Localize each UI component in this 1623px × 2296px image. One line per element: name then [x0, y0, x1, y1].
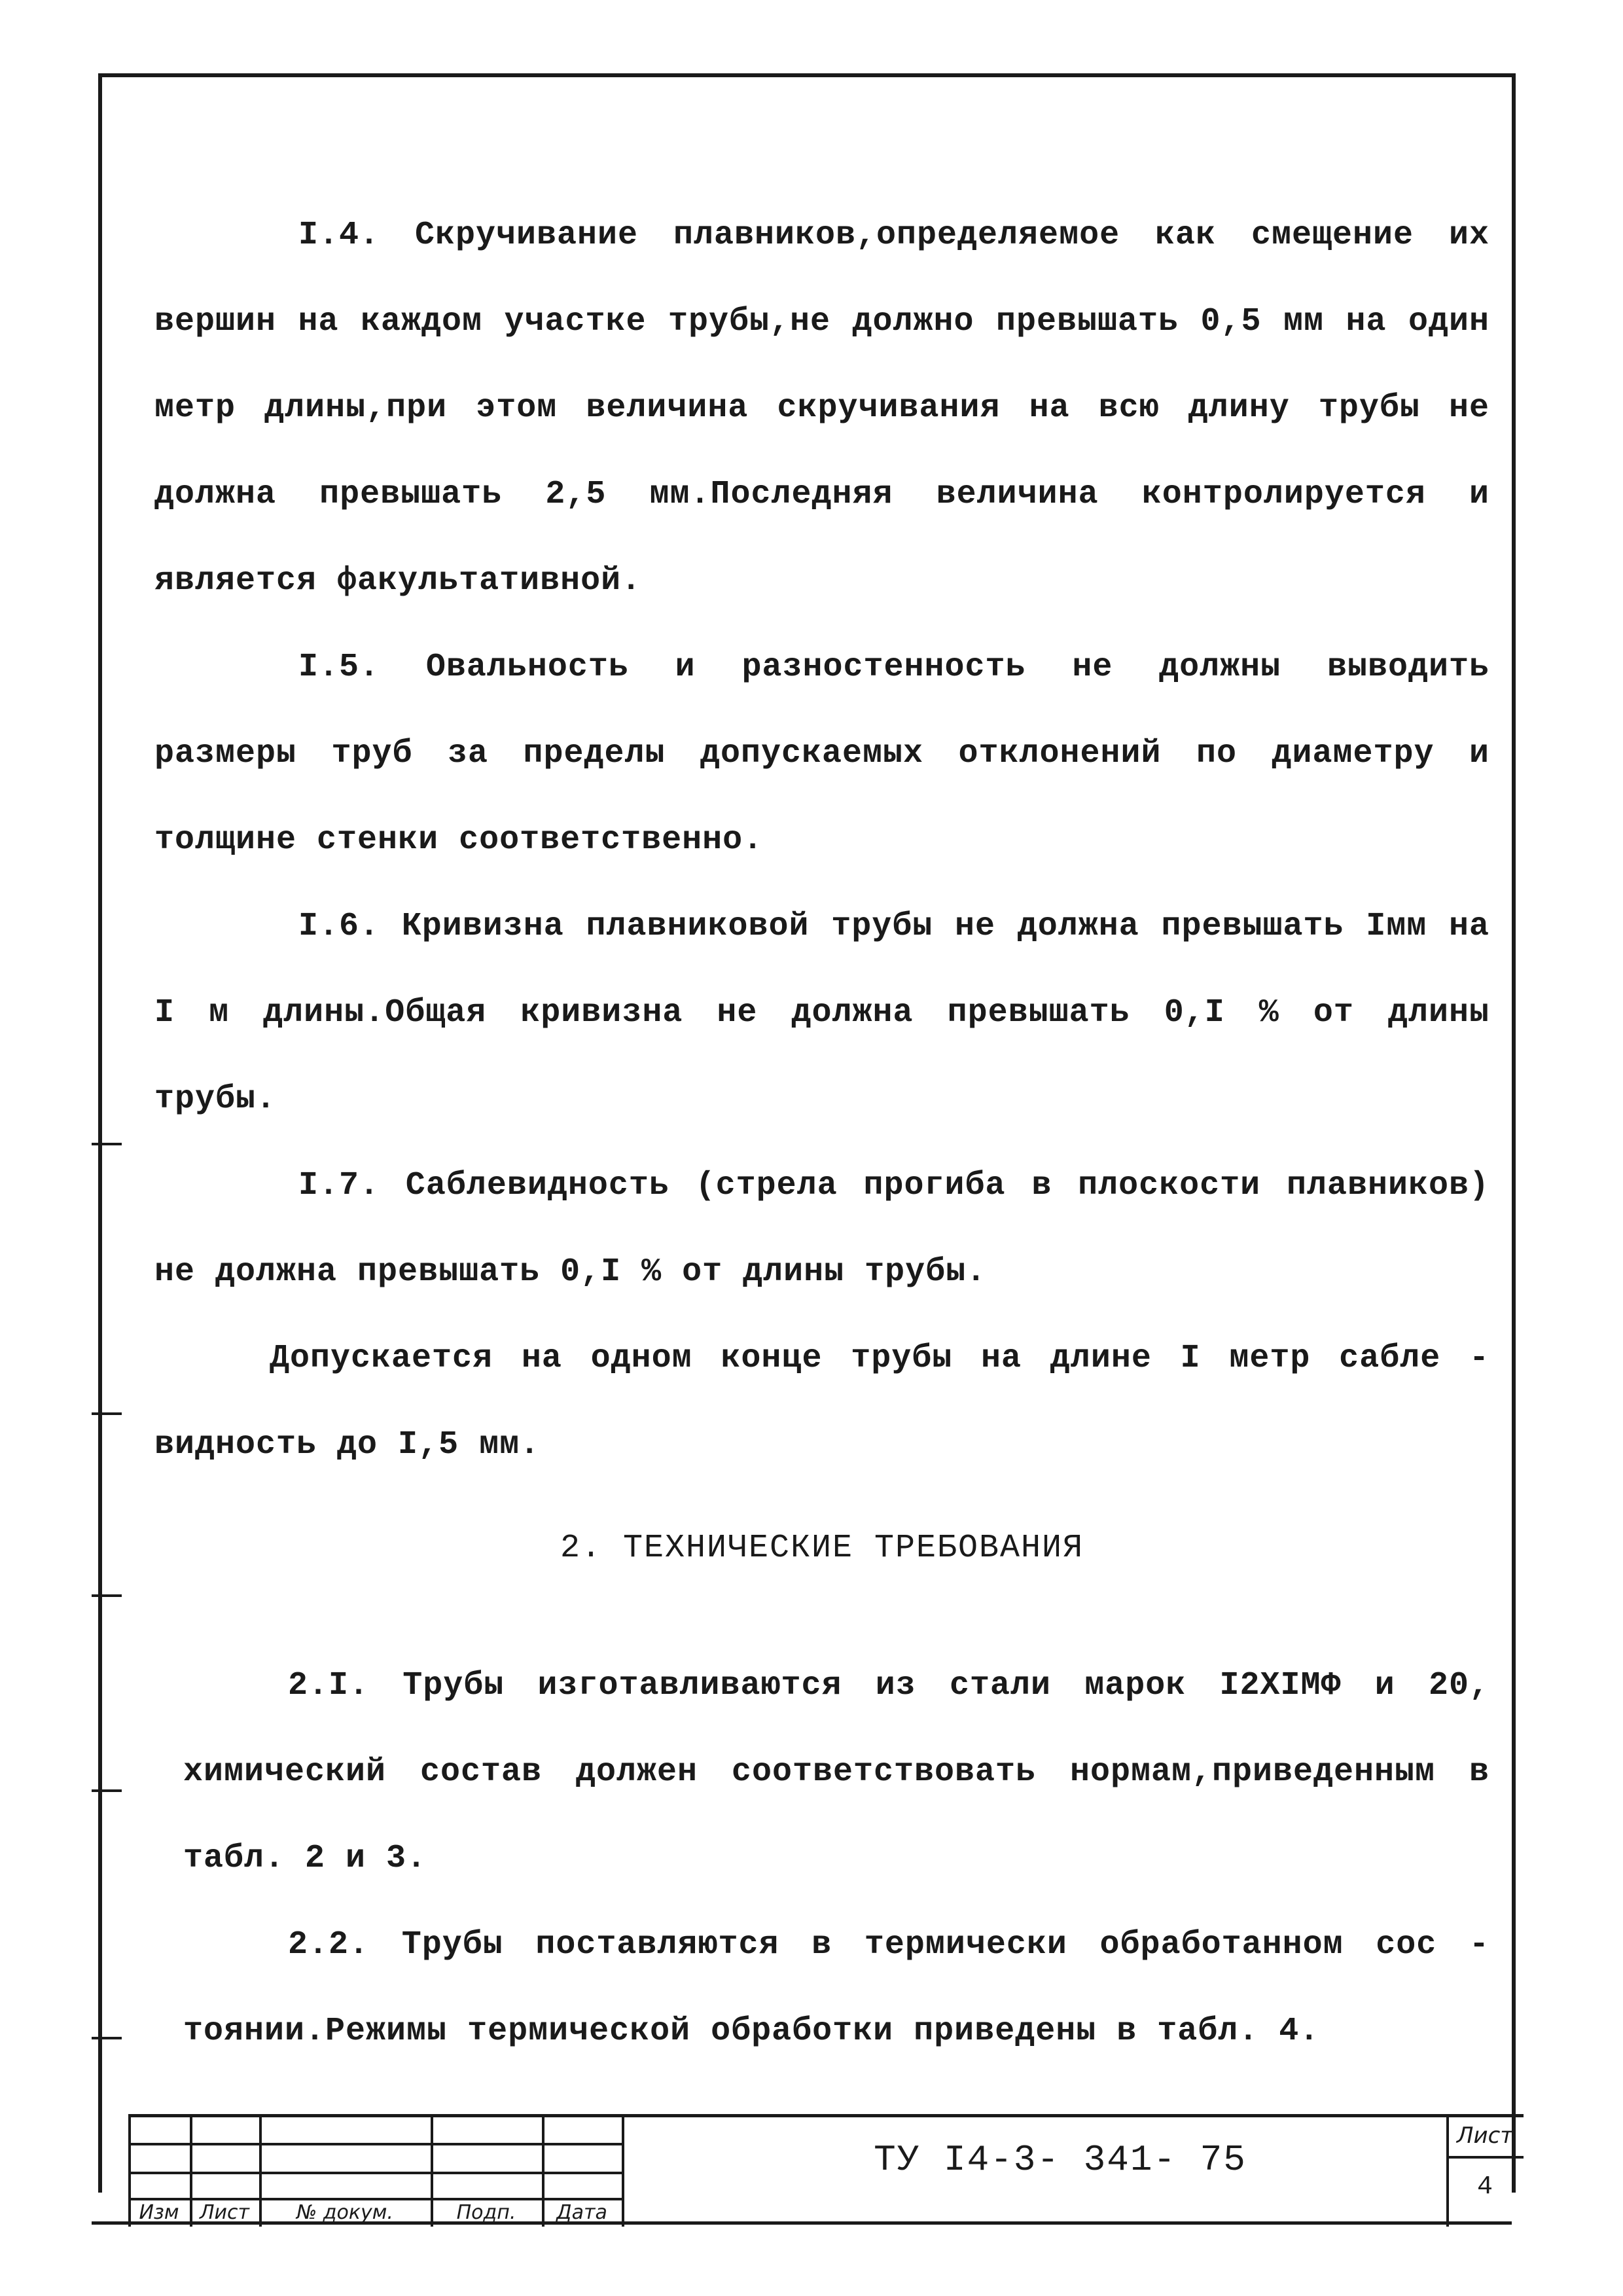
margin-tick: [92, 1594, 122, 1597]
margin-tick: [92, 2037, 122, 2039]
col-label-date: Дата: [556, 2201, 607, 2224]
paragraph-1-4: I.4. Скручивание плавников,определяемое как смещение их вершин на каждом участке трубы,не должно превышать 0,5 мм на один метр длины,при этом величина скручивания на всю длину трубы не должна превышать 2,5 мм.Последняя величина контролируется и является факультативной.: [154, 217, 1489, 600]
col-label-sheet: Лист: [199, 2201, 250, 2224]
paragraph-1-5: I.5. Овальность и разностенность не должны выводить размеры труб за пределы допускаемых отклонений по диаметру и толщине стенки соответственно.: [154, 649, 1489, 859]
margin-tick: [92, 1789, 122, 1792]
col-label-change: Изм: [139, 2201, 179, 2224]
title-block: [128, 2114, 1524, 2227]
paragraph-2-2: 2.2. Трубы поставляются в термически обработанном сос - тоянии.Режимы термической обработки приведены в табл. 4.: [183, 1926, 1489, 2050]
title-block-top-rule: [128, 2114, 1524, 2117]
sheet-number: 4: [1476, 2172, 1493, 2202]
margin-tick: [92, 1143, 122, 1145]
title-block-row-rule: [128, 2172, 622, 2174]
paragraph-1-6: I.6. Кривизна плавниковой трубы не должна превышать Iмм на I м длины.Общая кривизна не должна превышать 0,I % от длины трубы.: [154, 908, 1489, 1118]
section-heading: 2. ТЕХНИЧЕСКИЕ ТРЕБОВАНИЯ: [560, 1530, 1084, 1567]
paragraph-2-1: 2.I. Трубы изготавливаются из стали марок I2XIМФ и 20, химический состав должен соответствовать нормам,приведенным в табл. 2 и 3.: [183, 1667, 1489, 1877]
paragraph-1-7-note: Допускается на одном конце трубы на длине I метр сабле - видность до I,5 мм.: [154, 1340, 1489, 1463]
document-code: ТУ I4-3- 341- 75: [874, 2139, 1247, 2181]
sheet-label: Лист: [1456, 2123, 1514, 2149]
col-label-document-number: № докум.: [296, 2201, 393, 2224]
title-block-row-rule: [128, 2143, 622, 2145]
margin-tick: [92, 1412, 122, 1415]
paragraph-1-7: I.7. Саблевидность (стрела прогиба в плоскости плавников) не должна превышать 0,I % от длины трубы.: [154, 1167, 1489, 1291]
col-label-signature: Подп.: [456, 2201, 516, 2224]
